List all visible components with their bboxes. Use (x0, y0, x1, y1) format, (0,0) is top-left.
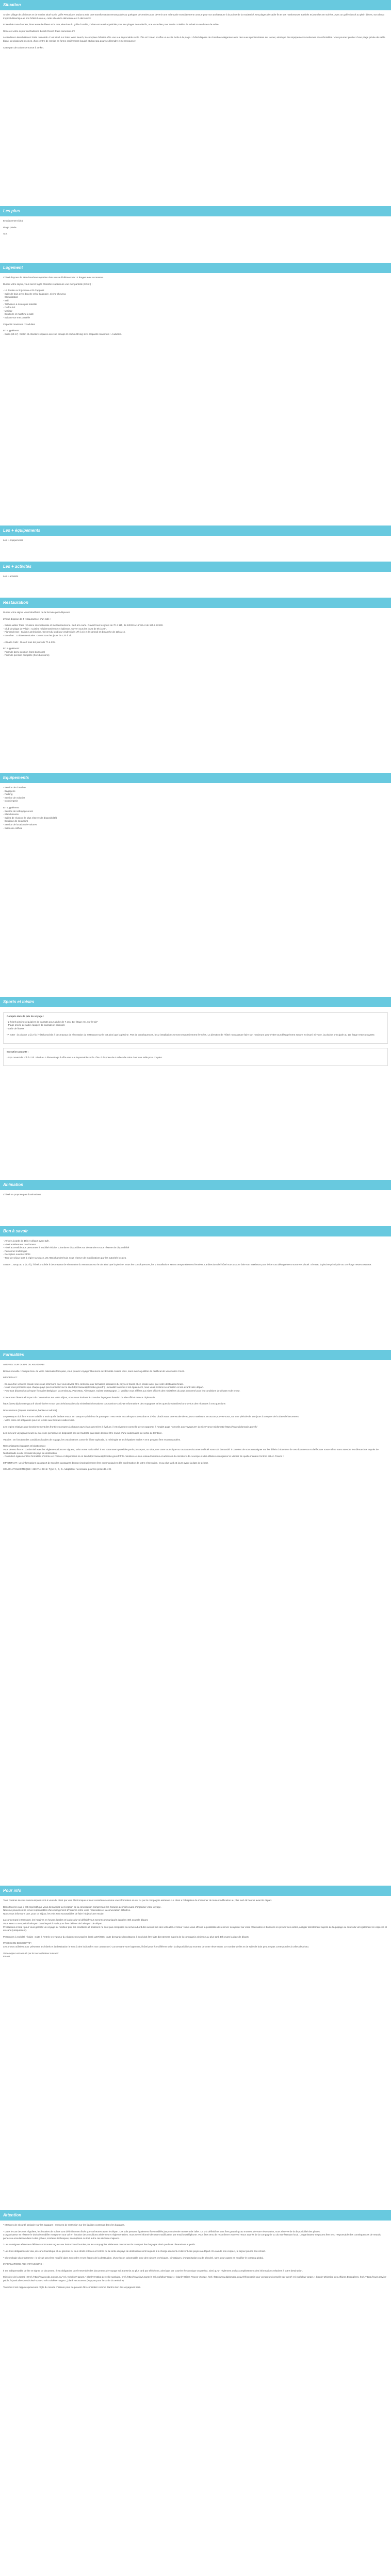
section-info (0, 1899, 391, 1962)
section-paragraph: Toutefois il est rappelé qu'aucune règle du monde n'assure pour ne pouvoir être considéré comme étant le tien des voyageurs tiers. (3, 2285, 141, 2289)
section-paragraph: Les règles relatives aux fonctionnement des frontières propres à chaque pays étant amenées à évoluer, il est vivement conseillé de se rapporter à l'onglet page "conseils aux voyageurs" du site France Diplomatie https://www.diplomatie.gouv.fr/ (3, 1425, 257, 1428)
section-paragraph: Rosé est votre séjour au Radisson Beach Resort Palm Jumeirah 4* ! (3, 29, 75, 32)
section-paragraph: PRECISION DESCRIPTIF : Les photos utilisées pour présenter les hôtels et la destination le sont à titre indicatif et non contractuel. Concernant votre logement, l'hôtel peut être différent selon la disponibilité au moment de votre réservation. Le nombre de lits et de salle de bain peut ne pas correspondre à celles de photo. (3, 1942, 309, 1948)
section-paragraph: L'hôtel dispose de 4 restaurants et d'un café : (3, 617, 51, 620)
section-paragraph: COURANT ÉLECTRIQUE : 220 V et 50Hz. Type C, D, G. Adaptateur nécessaire pour les prises D et G. (3, 1468, 112, 1471)
section-paragraph: Vaccins : en fonction des conditions locales de voyage, les vaccinations contre la fièvre typhoïde, la méningite et les hépatites virales A et B peuvent être recommandées. (3, 1438, 181, 1441)
section-paragraph: Tous horaires de vols communiqués sont à vous du client par voie électronique et sont considérés comme une information en vol ou par la compagnie aérienne. Le client a l'obligation de s'informer de toute modification au plus tard 48 heures avant le départ. (3, 1899, 272, 1902)
option-title: En option payante : (7, 1050, 29, 1053)
section-paragraph: Il est indispensable de lire et signer ce document. Il est obligatoire que l'ensemble des documents de voyage soit transmis au plus tard par téléphone, ainsi que par courrier électronique ou par fax, ainsi qu'un règlement ou l'accomplissement des informations relatives à votre destination. (3, 2269, 303, 2272)
section-title-situation: Situation (0, 0, 391, 10)
section-paragraph: Ancien village de pêcheurs et de marins situé sur le golfe Pescaique, Dubaï a subi une transformation remarquable au quelques décennies pour devenir une métropole mondialement connue pour son architecture à la pointe de la modernité, ses plages de sable fin et ses nombreuses activités et journées en soirées. Avec un golfe classé au plein désert, son climat tropical désertique et son hôtels luxueux, cette ville de la démesure est à découvrir ! (3, 13, 384, 20)
section-title-formalites: Formalités (0, 1350, 391, 1360)
section-sports (0, 1010, 391, 1070)
section-title-restauration: Restauration (0, 598, 391, 608)
section-title-activites-plus: Les + activités (0, 562, 391, 572)
included-box (3, 1012, 388, 1044)
section-paragraph: A noter : Jusqu'au 1 (à 2 h), l'hôtel procède à des travaux de rénovation du restaurant sur le toit ainsi que la piscine. Sous les conséquences, les 2 installations seront temporairement fermées. La direction de l'hôtel nous assure faire son maximum pour éviter tout désagrément sonore et visuel. Si votre, la piscine principale au 1er étage restera ouverte. (3, 1263, 372, 1266)
section-paragraph: Spa (3, 232, 8, 235)
section-paragraph: Capacité maximum : 3 adultes (3, 323, 35, 326)
section-logement (0, 276, 391, 339)
section-paragraph: Emplacement idéal (3, 219, 24, 222)
section-paragraph: Ressortissants étrangers et binationaux : Vous devrez être en conformité avec les réglementations en vigueur, selon votre nationalité. Il est notamment possible que le passeport, un visa, une carte touristique ou tout autre document officiel vous soit demandé. Il convient de vous renseigner sur les délais d'obtention de ces documents et d'effectuer vous-même sans attendre les démarches auprès de l'ambassade ou du consulat du pays de destination. - Consultez également les formalités d'entrée en France et disponibles ici en lien https://www.diplomatie.gouv.fr/fr/le-ministere-et-son-reseau/missions-et-adresses-du-ministere-de-l-europe-et-des-affaires-etrangeres/ et vérifiez de quelle manière l'entrée est en France ! (3, 1445, 379, 1458)
section-paragraph: En supplément : - Service de nettoyage à sec - Blanchisserie - Salles de réunion (le plus réserve de disponibilité) - Boutique de souvenirs - Service de location de voitures - Salon de coiffure (3, 806, 57, 829)
section-title-logement: Logement (0, 263, 391, 273)
section-title-bonsavoir: Bon à savoir (0, 1226, 391, 1236)
section-animation (0, 1193, 391, 1200)
section-paragraph: Les + équipements (3, 539, 23, 541)
section-paragraph: Durant votre séjour vous bénéficiez de la formule petit-déjeuner. (3, 611, 71, 614)
section-paragraph: * Mesures de sécurité sanitaire sur les bagages : mesures de restriction sur les liquides contenus dans les bagages. (3, 2224, 125, 2226)
section-formalites (0, 1363, 391, 1475)
section-paragraph: Le passeport doit être encore valable 6 mois après la date retour. Un tampon spécial sur le passeport n'est remis aux aéroports de Dubaï et d'Abu Dhabi avant une escale de 90 jours maximum, en aucun pouvez-vous, sur une période de 180 jours à compter de la date de lancement. - Votre carte est obligatoire pour se rendre aux Emirats Arabes Unis. (3, 1415, 300, 1421)
section-paragraph: - Lit double ou lit jumeau et lit d'appoint - Salle de bain avec douche et/ou baignoire, sèche-cheveux - Climatisation - Wifi - Télévision à écran plat satellite - Coffre-fort - Minibar - Bouilloire et machine à café - Balcon vue mer partielle (3, 289, 66, 319)
section-paragraph: En supplément : - Formule demi-pension (hors boissons) - Formule pension complète (hors boissons) (3, 647, 50, 657)
section-title-info: Pour info (0, 1886, 391, 1896)
section-bonsavoir (0, 1240, 391, 1269)
section-paragraph: Ensemble toute l'année, étant entre le désert et la mer, étendue du golfe d'Arabie, Dubaï est aussi appréciée pour ses plages de sable fin, une vaste lieu pour du vie croisière de le balcon ou dunes de sable. (3, 23, 219, 26)
section-equipements (0, 786, 391, 833)
section-title-plus: Les plus (0, 206, 391, 216)
included-title: Compris dans le prix du voyage : (7, 1015, 44, 1018)
section-paragraph: IMPORTANT : Les informations passeport de tous les passagers devront impérativement être communiquées dès confirmation de votre réservation, et au plus tard 45 jours avant la date de départ. (3, 1461, 209, 1464)
section-paragraph: En supplément : - Suite (60 m²) : Salon et chambre séparée avec un canapé-lit et d'un lit king size. Capacité maximum : 4 adultes. (3, 329, 122, 335)
section-paragraph: Personnes à mobilité réduite : suite à l'entrée en vigueur du règlement européen (CE) 1107/2006, toute demande d'assistance à bord doit être faite directement auprès de la compagnie aérienne au plus tard 48h avant la date de départ. (3, 1935, 249, 1938)
section-restauration-plus (0, 539, 391, 546)
section-title-equipements: Equipements (0, 773, 391, 783)
section-title-sports: Sports et loisirs (0, 997, 391, 1007)
section-paragraph: AMEVIEZ SUR DUBAI DU ABU DHABI (3, 1363, 45, 1366)
section-restauration (0, 611, 391, 660)
section-attention (0, 2224, 391, 2292)
section-title-animation: Animation (0, 1180, 391, 1190)
section-paragraph: IMPORTANT : (3, 1376, 19, 1379)
section-paragraph: L'hôtel ne propose pas d'animations. (3, 1193, 42, 1196)
section-paragraph: Nous restons (risques sanitaires, habiles et adroits) : (3, 1409, 58, 1412)
section-paragraph: Plage privée (3, 226, 17, 229)
section-paragraph: - Almaza Cafe : Ouvert tous les jours de 7h à 23h. (3, 640, 56, 643)
section-paragraph: Les + activités (3, 575, 19, 578)
section-paragraph: https://www.diplomatie.gouv.fr du ministère et non vaccinés/actualités du ministère/informations coronavirus-covid-19 Informations des voyageurs et les questions/articles/coronavirus des réponses à vos questions (3, 1402, 226, 1405)
section-paragraph: Durant votre séjour, vous serez logés Chambre supérieure vue mer partielle (32 m²) : (3, 282, 92, 285)
section-situation (0, 13, 391, 53)
section-paragraph: La concernant le transport, les horaires en heures locales et la plus du vol définitif vous seront communiqués dans les 48h avant le départ. Vous serez convoqué à l'aéroport dans lequel à Paris pour être délivrer de l'aéroport de départ. Prestations à bord : pour vous garantir un voyage au meilleur prix, les conditions et boissons ne sont pas comprises ou servis à bord des avions lors des vols aller et retour : nous vous offrons la possibilité de réserver ou ajouter sur votre réservation et boissons en prévoir ces cartes, à régler directement auprès de l'équipage au cours du vol également en espèces et en carte (uniquement). (3, 1919, 387, 1932)
included-note: *A noter : la piscine 1 (à 2 h), l'hôtel procède à des travaux de rénovation du restaurant sur le toit ainsi que la piscine. Pas de conséquences, les 2 installations seront temporairement fermées. La direction de l'hôtel nous assure faire son maximum pour éviter tout désagrément sonore et visuel. Si votre, la piscine principale au 1er étage restera ouverte. (7, 1033, 375, 1037)
section-paragraph: Votre séjour est assuré par le tour opérateur suivant : FRAM (3, 1952, 59, 1958)
section-activites-plus (0, 575, 391, 582)
section-plus (0, 219, 391, 239)
section-paragraph: Les mineurs voyageant seuls ou avec une personne ne disposant pas de l'autorité parentale devront être munis d'une autorisation de sortie de territoire. (3, 1432, 162, 1435)
section-paragraph: L'hôtel dispose de 389 chambres réparties dans un seul bâtiment de 12 étages avec ascenseur. (3, 276, 104, 279)
option-box (3, 1048, 388, 1066)
section-paragraph: Le Radisson Beach Resort Palm Jumeirah 4* est situé sur Palm West Beach, le complexe hôtelier offre une vue imprenable sur la côte et l'océan et offre un accès facile à la plage. L'hôtel dispose de chambres élégantes avec des vues spectaculaires sur la mer, ainsi que des équipements modernes et confortables. Vous pourrez profiter d'une plage privée de sable blanc, de plusieurs piscines, d'un centre de remise en forme entièrement équipé et d'un spa pour se détendre et se ressourcer. (3, 36, 385, 42)
section-paragraph: Bonne nouvelle : Compte tenu de votre nationalité française, vous pouvez voyager librement aux Emirats Arabes Unis, sans avoir à justifier de certificat de vaccination Covid. (3, 1369, 185, 1372)
section-paragraph: Cette part de Dubaï se trouve à 30 km. (3, 46, 44, 49)
section-paragraph: * Les trois obligations de visa, de carte touristique et ou générer ou tous droits et taxes à l'entrée ou la sortie du pays de destination sont toujours à la charge du client et doivent être payés au départ. En cas de non-respect, le séjour pourra être refusé. (3, 2249, 266, 2252)
section-paragraph: - Arrivée à partir de 15h et départ avant 12h. - Hôtel entièrement non fumeur - Hôtel accessible aux personnes à mobilité réduite. Chambres disponibles sur demande et sous réserve de disponibilité - Personnel multilingue - Réception ouverte 24/24 - Taxe de séjour sont à régler sur place, 20 AED/chambre/nuit, sous réserve de modifications par les autorités locales. (3, 1240, 129, 1259)
section-paragraph: - En cas d'un vol avec escale nous vous informons que vous devrez être conforme aux formalités sanitaires du pays en transit et en escale ainsi que votre destination finale. - Nous vous précisons que chaque pays peut consulter sur le site https://www.diplomatie.gouv.fr ( ) actualité toutefois il est également, nous vous invitons à consulter ce lien avant votre départ. - Pour tout départ d'un aéroport frontalier (Belgique, Luxembourg, Pays-Bas, Allemagne, Suisse ou Espagne...), veuillez vous référer aux sites officiels des ministères du pays concerné pour les conditions de départ et de retour. (3, 1382, 240, 1392)
section-title-restauration-plus: Les + équipements (0, 526, 391, 536)
option-list: - Spa ouvert de 10h à 22h. Situé au 1 dème étage il offre une vue imprenable sur la côte. Il dispose de 6 salles de soins dont une salle pour couples. (7, 1056, 163, 1059)
section-paragraph: Ministère de la Santé : Href='http://www.ecdc.europa.eu/' rel='nofollow' target='_blank'>Institut de veille sanitaire, href='http://www.invs.sante.fr' rel='nofollow' target='_blank'>Hôtes France Voyage, href='http://www.diplomatie.gouv.fr/fr/conseils-aux-voyageurs/conseils-par-pays/' rel='nofollow' target='_blank'>Ministère des Affaires Étrangères, href='https://www.service-public.fr/particuliers/vosdroits/F1352-0' rel='nofollow' target='_blank'>Document (Rapport pour la sortie du territoire) (3, 2276, 387, 2282)
included-list: - 2 hôtels piscines équipées de transats pour adulte de 7 ans, 1er étage et 1 sur le toit* - Plage privée de sable équipée de transats et parasols - Salle de fitness (7, 1020, 98, 1030)
section-paragraph: * Dans le cas des vols réguliers, les horaires de vol ne sont définitivement fixés que 48 heures avant le départ. Les vols peuvent également être modifiés jusqu'au dernier moment de l'aller. Le prix définitif ne peut être garanti qu'au moment de votre réservation, sous réserve de la disponibilité des places. L'organisateur se réserve le droit de modifier et reporter tout vol en fonction des conditions aériennes et réglementaires. Vous serez informé de toute modification par email ou téléphone. Vous êtes tenu de reconfirmer votre vol retour auprès de la compagnie ou du représentant local. L'organisateur ne pourra être tenu responsable des conséquences de retards, pertes ou annulations dues à des grèves, incidents techniques, intempéries ou tout autre cas de force majeure. (3, 2230, 382, 2240)
section-paragraph: Concernant l'éventuel impact du Coronavirus sur votre séjour, nous vous invitons à consulter la page et évasion du site officiel France Diplomatie : (3, 1396, 156, 1399)
section-paragraph: - Sabaa Water Palm : Cuisine internationale et méditerranéenne. Sert à la carte. Ouvert tous les jours de 7h à 11h, de 12h30 à 15h30 et de 19h à 22h30. - Club de plage de Villain : Cuisine méditerranéenne et italienne. Ouvert tous les jours de 8h à 20h. - Flamand rose : Cuisine américaine. Ouvert du lundi au vendredi de 17h à 1h et le samedi et dimanche de 13h à 1h. - Ecco bar : Cuisine mexicaine. Ouvert tous les jours de 12h à 1h. (3, 624, 164, 637)
section-paragraph: Dans tous les cas, il est impératif que vous demandiez la réception de la convocation comprenant les horaires définitifs avant d'organiser votre voyage. Nous ne pouvons être tenus responsables d'un changement d'horaires entre votre réservation et la convocation définitive. Nous vous informons que, pour ce séjour, les vols sont susceptibles de faire l'objet d'une escale. (3, 1905, 161, 1915)
section-title-attention: Attention (0, 2210, 391, 2221)
section-paragraph: INFORMATIONS AUX VOYAGEURS : (3, 2263, 43, 2266)
section-paragraph: * Les consignes aériennes définies sont toutes reçues aux instructions fournies par les compagnies aériennes concernant le transport des bagages ainsi que leurs dimensions et poids. (3, 2243, 196, 2246)
section-paragraph: * Chronologie du programme : le circuit peut être modifié dans son ordre et ses étapes de la destination, d'une façon raisonnable pour des raisons techniques, climatiques, d'organisation ou de sécurité, sans pour autant en modifier le contenu global. (3, 2256, 264, 2259)
section-paragraph: - Service de chambre - Bagagerie - Parking - Service de voiturier - Conciergerie (3, 786, 26, 803)
